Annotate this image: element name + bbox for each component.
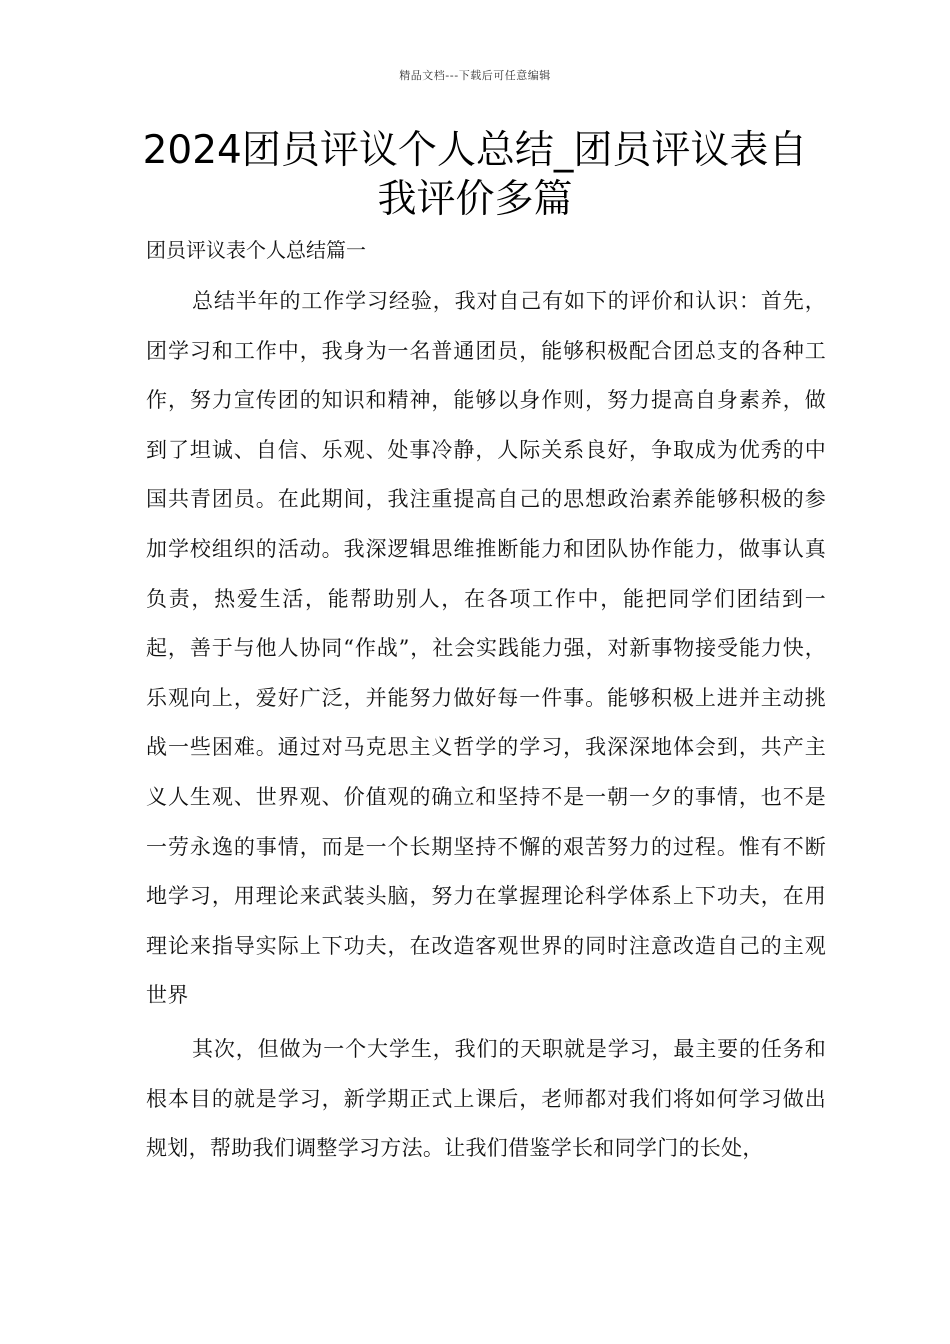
header-note: 精品文档---下载后可任意编辑 (399, 69, 551, 82)
section-heading: 团员评议表个人总结篇一 (146, 238, 366, 262)
body-paragraph-1: 总结半年的工作学习经验，我对自己有如下的评价和认识：首先，团学习和工作中，我身为一名普通团员，能够积极配合团总支的各种工作，努力宣传团的知识和精神，能够以身作则，努力提高自身素养，做到了坦诚、自信、乐观、处事冷静，人际关系良好，争取成为优秀的中国共青团员。在此期间，我注重提高自己的思想政治素养能够积极的参加学校组织的活动。我深逻辑思维推断能力和团队协作能力，做事认真负责，热爱生活，能帮助别人，在各项工作中，能把同学们团结到一起，善于与他人协同“作战”，社会实践能力强，对新事物接受能力快，乐观向上，爱好广泛，并能努力做好每一件事。能够积极上进并主动挑战一些困难。通过对马克思主义哲学的学习，我深深地体会到，共产主义人生观、世界观、价值观的确立和坚持不是一朝一夕的事情，也不是一劳永逸的事情，而是一个长期坚持不懈的艰苦努力的过程。惟有不断地学习，用理论来武装头脑，努力在掌握理论科学体系上下功夫，在用理论来指导实际上下功夫，在改造客观世界的同时注意改造自己的主观世界 (146, 289, 826, 1008)
document-title: 2024团员评议个人总结_团员评议表自我评价多篇 (142, 128, 808, 222)
body-paragraph-2: 其次，但做为一个大学生，我们的天职就是学习，最主要的任务和根本目的就是学习，新学期正式上课后，老师都对我们将如何学习做出规划，帮助我们调整学习方法。让我们借鉴学长和同学门的长处， (146, 1037, 826, 1161)
